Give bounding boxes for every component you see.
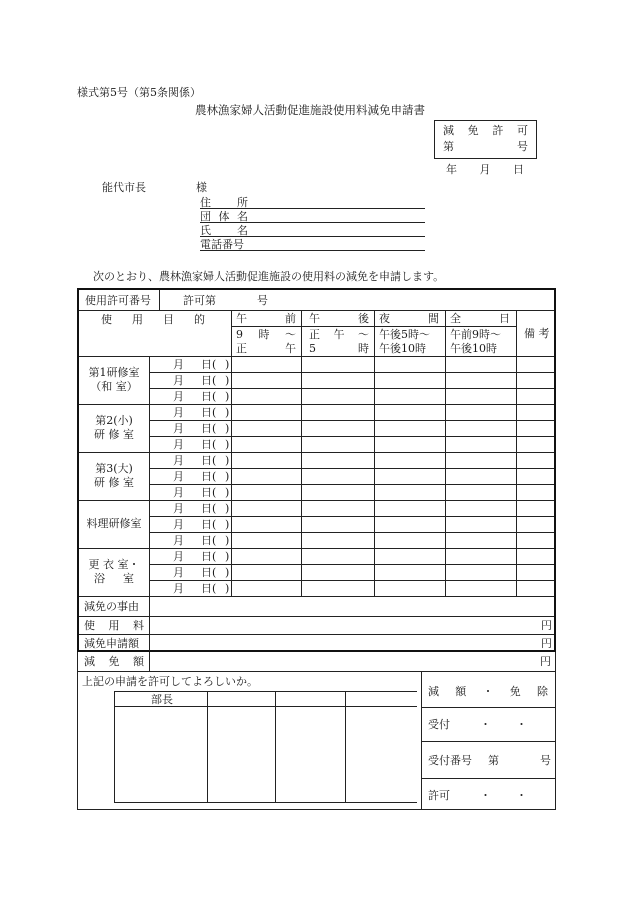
name-field[interactable]: 氏 名 [200, 224, 425, 237]
director-header: 部長 [151, 693, 173, 706]
permit-number-suffix: 号 [257, 294, 268, 307]
approval-char: 免 [467, 124, 479, 137]
group-name-field[interactable]: 団 体 名 [200, 210, 425, 223]
room-label: 第2(小) 研 修 室 [94, 414, 134, 441]
permit-number-label: 使用許可番号 [85, 294, 151, 307]
room-label: 第1研修室 （和 室） [88, 366, 140, 393]
request-amount-label: 減免申請額 [84, 637, 139, 650]
exemption-yen: 円 [540, 655, 551, 668]
fullday-header: 全 日 [450, 312, 510, 325]
evening-time-end: 午後10時 [379, 342, 426, 355]
afternoon-time-end: 5 時 [309, 342, 369, 355]
afternoon-time-start: 正 午 ～ [309, 328, 369, 341]
permit-number-prefix: 許可第 [183, 294, 216, 307]
reduction-exemption-label: 減 額 ・ 免 除 [428, 685, 548, 698]
approval-number-suffix: 号 [517, 140, 528, 153]
fee-label: 使 用 料 [84, 619, 144, 632]
approval-number-prefix: 第 [443, 140, 454, 153]
room-label: 第3(大) 研 修 室 [94, 462, 134, 489]
permission-label: 許可 [428, 789, 450, 802]
evening-header: 夜 間 [379, 312, 439, 325]
evening-time-start: 午後5時～ [379, 328, 430, 341]
approval-char: 減 [443, 124, 454, 137]
reception-dot: ・ [480, 718, 491, 731]
morning-header: 午 前 [236, 312, 296, 325]
approval-date: 年 月 日 [446, 163, 524, 176]
permission-dot: ・ [480, 789, 491, 802]
approval-number-box [434, 120, 537, 159]
exemption-label: 減 免 額 [84, 655, 144, 668]
exemption-amount-row [77, 652, 556, 672]
intro-text: 次のとおり、農林漁家婦人活動促進施設の使用料の減免を申請します。 [93, 270, 445, 283]
phone-field[interactable]: 電話番号 [200, 238, 425, 251]
reception-number-label: 受付番号 [428, 754, 472, 767]
reception-dot: ・ [516, 718, 527, 731]
morning-time-start: 9 時 ～ [236, 328, 296, 341]
request-amount-yen: 円 [541, 637, 552, 650]
permit-section [77, 671, 556, 810]
reception-number-suffix: 号 [540, 754, 551, 767]
addressee: 能代市長 [102, 181, 146, 194]
afternoon-header: 午 後 [309, 312, 369, 325]
permission-dot: ・ [516, 789, 527, 802]
purpose-label: 使 用 目 的 [101, 313, 205, 326]
address-field[interactable]: 住 所 [200, 196, 425, 209]
honorific: 様 [196, 181, 207, 194]
room-label: 料理研修室 [86, 517, 142, 530]
morning-time-end: 正 午 [236, 342, 296, 355]
remarks-label: 備 考 [524, 327, 550, 340]
reason-label: 減免の事由 [84, 600, 139, 613]
approval-char: 可 [516, 124, 528, 137]
reception-number-prefix: 第 [488, 754, 499, 767]
fee-yen: 円 [541, 619, 552, 632]
fullday-time-start: 午前9時～ [450, 328, 501, 341]
room-label: 更 衣 室・ 浴 室 [88, 558, 140, 585]
document-title: 農林漁家婦人活動促進施設使用料減免申請書 [195, 103, 425, 117]
permit-question: 上記の申請を許可してよろしいか。 [82, 675, 258, 688]
reception-label: 受付 [428, 718, 450, 731]
fullday-time-end: 午後10時 [450, 342, 497, 355]
form-number: 様式第5号（第5条関係） [77, 86, 201, 99]
approval-char: 許 [492, 124, 504, 137]
usage-table: 使用許可番号 許可第 号 使 用 目 的 午 前 9 時 ～ 正 午 午 後 正 午 ～ 5 時 夜 間 午後5時～ 午後10時 全 日 午前9時～ 午後10時 備 考 第1研修室 （和 室） 月 日( ) 月 日( ) 月 日( ) 第2(小) 研 修 室 月 日( ) 月 日( ) 月 日( ) 第3(大) 研 修 室 月 日( ) 月 日( ) 月 日( ) 料理研修室 月 日( ) 月 日( ) 月 日( ) 更 衣 室・ 浴 室 月 日( ) 月 日( ) 月 日( ) 減免の事由 使 用 料 円 減免申請額 円 [77, 288, 556, 652]
